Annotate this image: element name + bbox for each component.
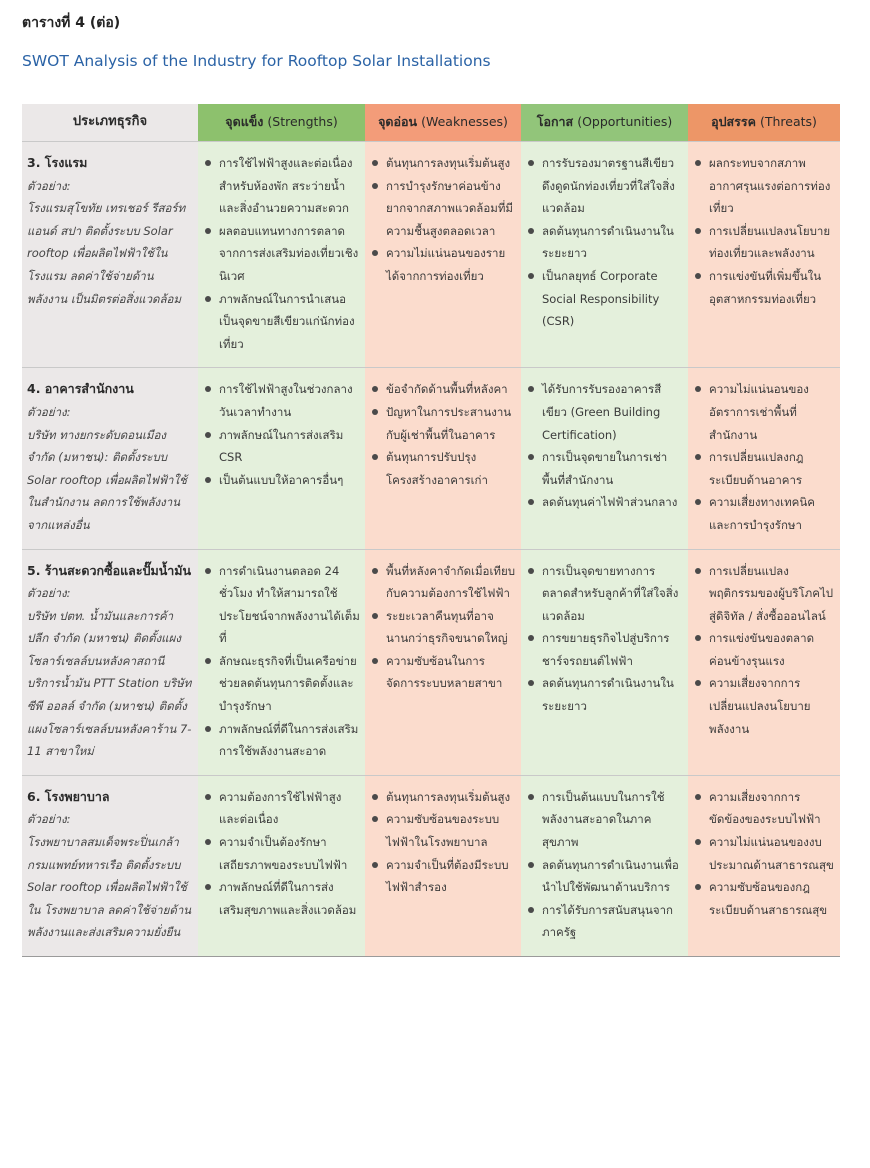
threat-item: ความเสี่ยงจากการขัดข้องของระบบไฟฟ้า (709, 786, 835, 831)
business-type-cell (22, 775, 198, 956)
weakness-item: ความจำเป็นที่ต้องมีระบบไฟฟ้าสำรอง (386, 854, 516, 899)
opportunities-cell (521, 368, 688, 549)
table-row (22, 142, 840, 368)
table-row (22, 775, 840, 956)
header-row (22, 104, 840, 142)
table-title: SWOT Analysis of the Industry for Rooftop Solar Installations (22, 52, 491, 70)
strengths-cell (198, 549, 365, 775)
business-type-cell (22, 549, 198, 775)
strength-item: ความจำเป็นต้องรักษาเสถียรภาพของระบบไฟฟ้า (219, 831, 360, 876)
header-strengths-th: จุดแข็ง (225, 114, 264, 130)
threat-item: ความไม่แน่นอนของงบประมาณด้านสาธารณสุข (709, 831, 835, 876)
example-description: โรงแรมสุโขทัย เทรเชอร์ รีสอร์ท แอนด์ สปา ติดตั้งระบบ Solar rooftop เพื่อผลิตไฟฟ้าใช้ในโรงแรม ลดค่าใช้จ่ายด้านพลังงาน เป็นมิตรต่อสิ่งแวดล้อม (27, 201, 186, 306)
header-strengths-en: (Strengths) (267, 114, 338, 130)
table-row (22, 368, 840, 549)
weakness-item: พื้นที่หลังคาจำกัดเมื่อเทียบกับความต้องการใช้ไฟฟ้า (386, 560, 516, 605)
business-type-name: 6. โรงพยาบาล (27, 788, 110, 804)
opportunity-item: การเป็นต้นแบบในการใช้พลังงานสะอาดในภาคสุขภาพ (542, 786, 683, 854)
opportunity-item: ได้รับการรับรองอาคารสีเขียว (Green Building Certification) (542, 378, 683, 446)
weakness-item: ความซับซ้อนในการจัดการระบบหลายสาขา (386, 650, 516, 695)
opportunities-cell (521, 142, 688, 368)
opportunity-item: ลดต้นทุนค่าไฟฟ้าส่วนกลาง (542, 491, 683, 514)
header-weaknesses-en: (Weaknesses) (421, 114, 508, 130)
weaknesses-cell (365, 775, 521, 956)
threat-item: ผลกระทบจากสภาพอากาศรุนแรงต่อการท่องเที่ยว (709, 152, 835, 220)
header-strengths (198, 104, 365, 142)
business-type-cell (22, 368, 198, 549)
strength-item: การใช้ไฟฟ้าสูงและต่อเนื่องสำหรับห้องพัก สระว่ายน้ำ และสิ่งอำนวยความสะดวก (219, 152, 360, 220)
strength-item: ผลตอบแทนทางการตลาดจากการส่งเสริมท่องเที่ยวเชิงนิเวศ (219, 220, 360, 288)
threats-cell (688, 142, 840, 368)
opportunity-item: ลดต้นทุนการดำเนินงานในระยะยาว (542, 672, 683, 717)
weakness-item: ความไม่แน่นอนของรายได้จากการท่องเที่ยว (386, 242, 516, 287)
opportunity-item: การเป็นจุดขายทางการตลาดสำหรับลูกค้าที่ใส่ใจสิ่งแวดล้อม (542, 560, 683, 628)
weakness-item: ต้นทุนการปรับปรุงโครงสร้างอาคารเก่า (386, 446, 516, 491)
header-opportunities (521, 104, 688, 142)
example-label: ตัวอย่าง: (27, 812, 71, 827)
example-description: บริษัท ทางยกระดับดอนเมือง จำกัด (มหาชน): ติดตั้งระบบ Solar rooftop เพื่อผลิตไฟฟ้าใช้ในสำนักงาน ลดการใช้พลังงานจากแหล่งอื่น (27, 427, 187, 532)
opportunity-item: ลดต้นทุนการดำเนินงานในระยะยาว (542, 220, 683, 265)
opportunities-cell (521, 775, 688, 956)
threat-item: การแข่งขันของตลาดค่อนข้างรุนแรง (709, 627, 835, 672)
business-type-cell (22, 142, 198, 368)
header-business-type: ประเภทธุรกิจ (22, 104, 198, 142)
threat-item: การเปลี่ยนแปลงกฎระเบียบด้านอาคาร (709, 446, 835, 491)
example-description: บริษัท ปตท. น้ำมันและการค้าปลีก จำกัด (มหาชน) ติดตั้งแผงโซลาร์เซลล์บนหลังคาสถานีบริการน้ำมัน PTT Station บริษัท ซีพี ออลล์ จำกัด (มหาชน) ติดตั้งแผงโซลาร์เซลล์บนหลังคาร้าน 7-11 สาขาใหม่ (27, 608, 192, 759)
threat-item: ความไม่แน่นอนของอัตราการเช่าพื้นที่สำนักงาน (709, 378, 835, 446)
business-type-name: 3. โรงแรม (27, 155, 88, 170)
opportunity-item: การรับรองมาตรฐานสีเขียวดึงดูดนักท่องเที่ยวที่ใส่ใจสิ่งแวดล้อม (542, 152, 683, 220)
threat-item: การแข่งขันที่เพิ่มขึ้นในอุตสาหกรรมท่องเที่ยว (709, 265, 835, 310)
threats-cell (688, 775, 840, 956)
header-threats (688, 104, 840, 142)
weakness-item: การบำรุงรักษาค่อนข้างยากจากสภาพแวดล้อมที่มีความชื้นสูงตลอดเวลา (386, 175, 516, 243)
header-threats-en: (Threats) (759, 114, 817, 130)
threat-item: ความซับซ้อนของกฎระเบียบด้านสาธารณสุข (709, 876, 835, 921)
opportunity-item: การได้รับการสนับสนุนจากภาครัฐ (542, 899, 683, 944)
weakness-item: ระยะเวลาคืนทุนที่อาจนานกว่าธุรกิจขนาดใหญ่ (386, 605, 516, 650)
opportunities-cell (521, 549, 688, 775)
threat-item: การเปลี่ยนแปลงพฤติกรรมของผู้บริโภคไปสู่ดิจิทัล / สั่งซื้อออนไลน์ (709, 560, 835, 628)
example-description: โรงพยาบาลสมเด็จพระปิ่นเกล้า กรมแพทย์ทหารเรือ ติดตั้งระบบ Solar rooftop เพื่อผลิตไฟฟ้าใช้ใน โรงพยาบาล ลดค่าใช้จ่ายด้านพลังงานและส่งเสริมความยั่งยืน (27, 835, 192, 940)
opportunity-item: การขยายธุรกิจไปสู่บริการชาร์จรถยนต์ไฟฟ้า (542, 627, 683, 672)
strength-item: ภาพลักษณ์ที่ดีในการส่งเสริมการใช้พลังงานสะอาด (219, 718, 360, 763)
swot-table (22, 104, 840, 957)
strength-item: การดำเนินงานตลอด 24 ชั่วโมง ทำให้สามารถใช้ประโยชน์จากพลังงานได้เต็มที่ (219, 560, 360, 650)
header-opportunities-th: โอกาส (536, 114, 574, 130)
header-threats-th: อุปสรรค (711, 114, 756, 130)
weaknesses-cell (365, 368, 521, 549)
strength-item: ภาพลักษณ์ที่ดีในการส่งเสริมสุขภาพและสิ่งแวดล้อม (219, 876, 360, 921)
strength-item: ภาพลักษณ์ในการนำเสนอเป็นจุดขายสีเขียวแก่นักท่องเที่ยว (219, 288, 360, 356)
threats-cell (688, 368, 840, 549)
strength-item: การใช้ไฟฟ้าสูงในช่วงกลางวันเวลาทำงาน (219, 378, 360, 423)
weakness-item: ปัญหาในการประสานงานกับผู้เช่าพื้นที่ในอาคาร (386, 401, 516, 446)
weaknesses-cell (365, 549, 521, 775)
threat-item: การเปลี่ยนแปลงนโยบายท่องเที่ยวและพลังงาน (709, 220, 835, 265)
opportunity-item: ลดต้นทุนการดำเนินงานเพื่อนำไปใช้พัฒนาด้านบริการ (542, 854, 683, 899)
weakness-item: ต้นทุนการลงทุนเริ่มต้นสูง (386, 786, 516, 809)
strength-item: ความต้องการใช้ไฟฟ้าสูงและต่อเนื่อง (219, 786, 360, 831)
strengths-cell (198, 142, 365, 368)
weaknesses-cell (365, 142, 521, 368)
business-type-name: 5. ร้านสะดวกซื้อและปั๊มน้ำมัน (27, 562, 192, 578)
strength-item: ภาพลักษณ์ในการส่งเสริม CSR (219, 424, 360, 469)
opportunity-item: เป็นกลยุทธ์ Corporate Social Responsibility (CSR) (542, 265, 683, 333)
example-label: ตัวอย่าง: (27, 404, 71, 419)
table-caption-label: ตารางที่ 4 (ต่อ) (22, 15, 121, 31)
threat-item: ความเสี่ยงจากการเปลี่ยนแปลงนโยบายพลังงาน (709, 672, 835, 740)
header-weaknesses (365, 104, 521, 142)
threats-cell (688, 549, 840, 775)
threat-item: ความเสี่ยงทางเทคนิคและการบำรุงรักษา (709, 491, 835, 536)
table-row (22, 549, 840, 775)
weakness-item: ต้นทุนการลงทุนเริ่มต้นสูง (386, 152, 516, 175)
weakness-item: ความซับซ้อนของระบบไฟฟ้าในโรงพยาบาล (386, 808, 516, 853)
example-label: ตัวอย่าง: (27, 178, 71, 193)
strength-item: เป็นต้นแบบให้อาคารอื่นๆ (219, 469, 360, 492)
weakness-item: ข้อจำกัดด้านพื้นที่หลังคา (386, 378, 516, 401)
strengths-cell (198, 775, 365, 956)
strengths-cell (198, 368, 365, 549)
header-weaknesses-th: จุดอ่อน (378, 114, 418, 130)
strength-item: ลักษณะธุรกิจที่เป็นเครือข่ายช่วยลดต้นทุนการติดตั้งและบำรุงรักษา (219, 650, 360, 718)
opportunity-item: การเป็นจุดขายในการเช่าพื้นที่สำนักงาน (542, 446, 683, 491)
example-label: ตัวอย่าง: (27, 586, 71, 601)
business-type-name: 4. อาคารสำนักงาน (27, 381, 134, 397)
header-opportunities-en: (Opportunities) (577, 114, 673, 130)
